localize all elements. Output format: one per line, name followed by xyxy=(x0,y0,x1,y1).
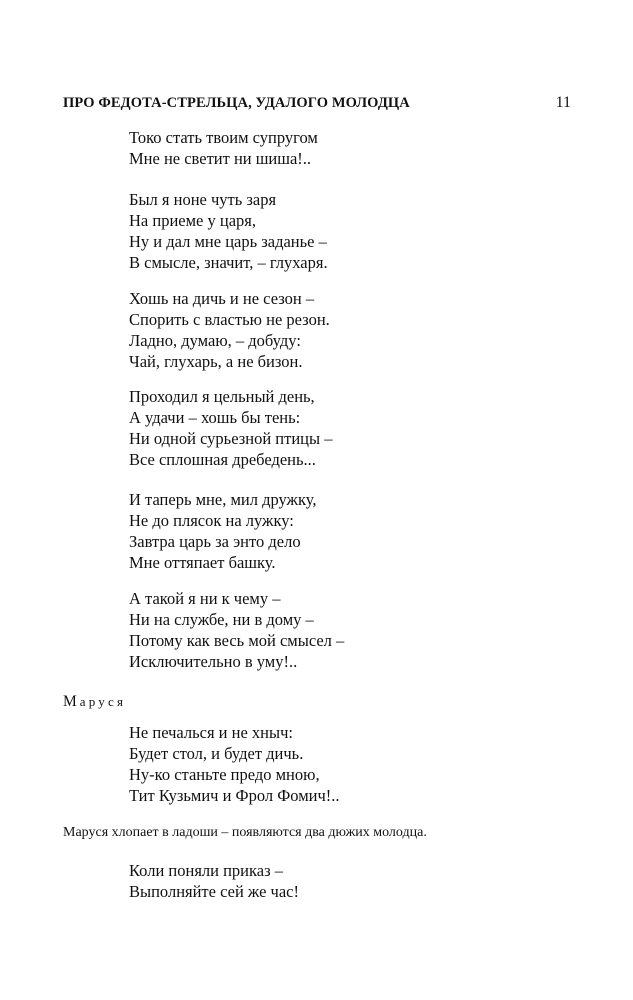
speaker-name xyxy=(63,693,126,711)
verse-line: Ну-ко станьте предо мною, xyxy=(129,765,320,784)
speaker-rest: аруся xyxy=(79,694,127,709)
running-head: ПРО ФЕДОТА-СТРЕЛЬЦА, УДАЛОГО МОЛОДЦА xyxy=(63,95,410,111)
verse-line: Хошь на дичь и не сезон – xyxy=(129,289,315,308)
verse-line: Тит Кузьмич и Фрол Фомич!.. xyxy=(129,786,340,805)
stanza-5 xyxy=(129,489,316,573)
verse-line: Будет стол, и будет дичь. xyxy=(129,744,304,763)
verse-line: Потому как весь мой смысел – xyxy=(129,631,345,650)
verse-line: На приеме у царя, xyxy=(129,211,256,230)
page-number: 11 xyxy=(555,94,571,111)
verse-line: Выполняйте сей же час! xyxy=(129,882,299,901)
stanza-7 xyxy=(129,722,340,806)
verse-line: Был я ноне чуть заря xyxy=(129,190,277,209)
stanza-1 xyxy=(129,127,318,169)
verse-line: Не до плясок на лужку: xyxy=(129,511,294,530)
stage-direction: Маруся хлопает в ладоши – появляются два дюжих молодца. xyxy=(63,825,427,840)
verse-line: Завтра царь за энто дело xyxy=(129,532,301,551)
verse-line: Мне не светит ни шиша!.. xyxy=(129,149,312,168)
verse-line: Чай, глухарь, а не бизон. xyxy=(129,352,303,371)
verse-line: Мне оттяпает башку. xyxy=(129,553,276,572)
verse-line: Ни одной сурьезной птицы – xyxy=(129,429,333,448)
speaker-initial: М xyxy=(63,693,80,710)
stanza-8 xyxy=(129,860,299,902)
verse-line: Токо стать твоим супругом xyxy=(129,128,318,147)
verse-line: Спорить с властью не резон. xyxy=(129,310,330,329)
verse-line: А удачи – хошь бы тень: xyxy=(129,408,301,427)
stanza-3 xyxy=(129,288,330,372)
verse-line: А такой я ни к чему – xyxy=(129,589,281,608)
verse-line: И таперь мне, мил дружку, xyxy=(129,490,317,509)
verse-line: Исключительно в уму!.. xyxy=(129,652,298,671)
verse-line: Коли поняли приказ – xyxy=(129,861,283,880)
verse-line: Не печалься и не хныч: xyxy=(129,723,293,742)
stanza-6 xyxy=(129,588,344,672)
verse-line: Ни на службе, ни в дому – xyxy=(129,610,314,629)
verse-line: Все сплошная дребедень... xyxy=(129,450,316,469)
stanza-2 xyxy=(129,189,328,273)
verse-line: В смысле, значит, – глухаря. xyxy=(129,253,328,272)
stanza-4 xyxy=(129,386,332,470)
verse-line: Ну и дал мне царь заданье – xyxy=(129,232,327,251)
verse-line: Проходил я цельный день, xyxy=(129,387,315,406)
verse-line: Ладно, думаю, – добуду: xyxy=(129,331,301,350)
